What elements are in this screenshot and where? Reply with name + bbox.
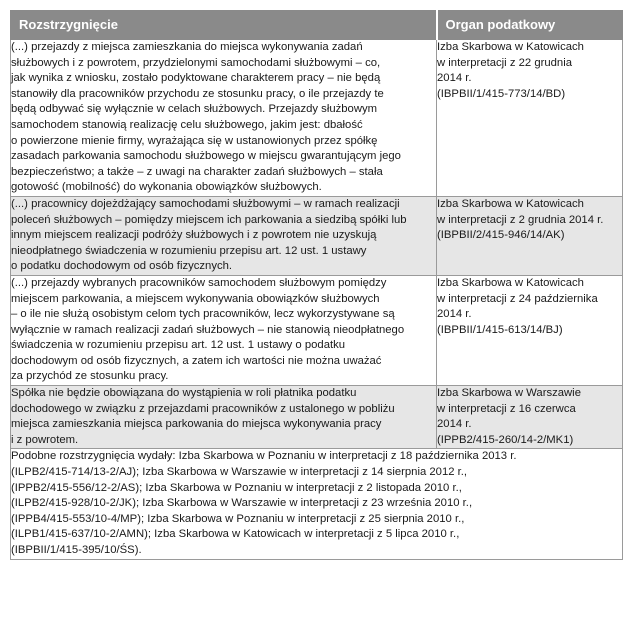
footer-line: (IPPB4/415-553/10-4/MP); Izba Skarbowa w Poznaniu w interpretacji z 25 sierpnia 2010 r., [11, 512, 465, 525]
decision-line: będą odbywać się wyłącznie w celach służbowych. Przejazdy służbowym [11, 103, 378, 116]
table-row [11, 40, 623, 197]
footer-line: (ILPB2/415-714/13-2/AJ); Izba Skarbowa w Warszawie w interpretacji z 14 sierpnia 2012 r., [11, 466, 468, 479]
authority-line: (IBPBII/1/415-773/14/BD) [437, 87, 566, 100]
decision-line: innym miejscem realizacji podróży służbowych i z powrotem nie uzyskują [11, 229, 377, 242]
decision-cell [11, 40, 437, 197]
decision-line: za przychód ze stosunku pracy. [11, 370, 169, 383]
decision-line: dochodowym od osób fizycznych, a zatem ich wartości nie można uważać [11, 354, 382, 367]
authority-line: 2014 r. [437, 418, 472, 431]
footer-line: (ILPB2/415-928/10-2/JK); Izba Skarbowa w Warszawie w interpretacji z 23 września 2010 r., [11, 497, 473, 510]
header-authority: Organ podatkowy [437, 11, 623, 40]
authority-line: (IPPB2/415-260/14-2/MK1) [437, 433, 574, 446]
footer-line: (IPPB2/415-556/12-2/AS); Izba Skarbowa w Poznaniu w interpretacji z 2 listopada 2010 r., [11, 481, 462, 494]
footer-line: Podobne rozstrzygnięcia wydały: Izba Skarbowa w Poznaniu w interpretacji z 18 października 2013 r. [11, 450, 517, 463]
authority-line: (IBPBII/1/415-613/14/BJ) [437, 323, 563, 336]
authority-line: w interpretacji z 22 grudnia [437, 56, 573, 69]
decision-line: samochodem stanowią realizację celu służbowego, jakim jest: dbałość [11, 118, 363, 131]
authority-line: Izba Skarbowa w Katowicach [437, 41, 584, 53]
decision-line: świadczenia w rozumieniu przepisu art. 12 ust. 1 ustawy o podatku [11, 339, 346, 352]
table-row [11, 196, 623, 275]
decision-line: służbowych i z powrotem, przydzielonymi samochodami służbowymi – co, [11, 56, 381, 69]
decision-line: gotowość (mobilność) do wykonania obowiązków służbowych. [11, 181, 322, 194]
header-decision: Rozstrzygnięcie [11, 11, 437, 40]
decision-line: jak wynika z wniosku, zostało podyktowane charakterem pracy – nie będą [11, 72, 381, 85]
authority-line: 2014 r. [437, 308, 472, 321]
rulings-table [10, 10, 623, 560]
similar-rulings-note [11, 449, 623, 559]
table-row [11, 386, 623, 449]
decision-line: nieodpłatnego świadczenia w rozumieniu przepisu art. 12 ust. 1 ustawy [11, 244, 367, 257]
authority-line: Izba Skarbowa w Katowicach [437, 197, 584, 210]
decision-cell [11, 196, 437, 275]
decision-line: miejscem parkowania, a miejscem wykonywania obowiązków służbowych [11, 292, 380, 305]
decision-line: Spółka nie będzie obowiązana do wystąpienia w roli płatnika podatku [11, 387, 357, 400]
footer-line: (IBPBII/1/415-395/10/ŚS). [11, 544, 142, 556]
authority-line: w interpretacji z 16 czerwca [437, 402, 576, 415]
authority-cell [437, 386, 623, 449]
decision-line: zasadach parkowania samochodu służbowego w miejscu gwarantującym jego [11, 150, 401, 163]
decision-line: (...) przejazdy wybranych pracowników samochodem służbowym pomiędzy [11, 276, 387, 289]
table-row [11, 275, 623, 385]
decision-line: (...) przejazdy z miejsca zamieszkania do miejsca wykonywania zadań [11, 41, 363, 53]
decision-line: stanowiły dla pracowników przychodu ze stosunku pracy, o ile przejazdy te [11, 87, 384, 100]
authority-line: Izba Skarbowa w Warszawie [437, 387, 581, 400]
authority-line: w interpretacji z 24 października [437, 292, 598, 305]
table-header-row [11, 11, 623, 40]
authority-line: 2014 r. [437, 72, 472, 85]
decision-line: o powierzone mienie firmy, wyrażająca się w ustanowionych przez spółkę [11, 134, 378, 147]
authority-cell [437, 275, 623, 385]
footer-row [11, 449, 623, 559]
decision-line: dochodowego w związku z przejazdami pracowników z ustalonego w pobliżu [11, 402, 395, 415]
authority-line: (IBPBII/2/415-946/14/AK) [437, 229, 565, 242]
decision-line: – o ile nie służą osobistym celom tych pracowników, lecz wykorzystywane są [11, 308, 395, 321]
decision-line: bezpieczeństwo; a także – z uwagi na charakter zadań służbowych – stała [11, 165, 383, 178]
decision-line: o podatku dochodowym od osób fizycznych. [11, 260, 233, 273]
decision-line: i z powrotem. [11, 433, 79, 446]
authority-line: w interpretacji z 2 grudnia 2014 r. [437, 213, 604, 226]
decision-line: (...) pracownicy dojeżdżający samochodami służbowymi – w ramach realizacji [11, 197, 400, 210]
decision-cell [11, 386, 437, 449]
authority-line: Izba Skarbowa w Katowicach [437, 276, 584, 289]
decision-line: wyłącznie w ramach realizacji zadań służbowych – nie stanowią nieodpłatnego [11, 323, 405, 336]
authority-cell [437, 196, 623, 275]
authority-cell [437, 40, 623, 197]
footer-line: (ILPB1/415-637/10-2/AMN); Izba Skarbowa w Katowicach w interpretacji z 5 lipca 2010 r., [11, 528, 460, 541]
decision-line: poleceń służbowych – pomiędzy miejscem ich parkowania a siedzibą spółki lub [11, 213, 407, 226]
decision-cell [11, 275, 437, 385]
decision-line: miejsca zamieszkania miejsca parkowania do miejsca wykonywania pracy [11, 418, 382, 431]
